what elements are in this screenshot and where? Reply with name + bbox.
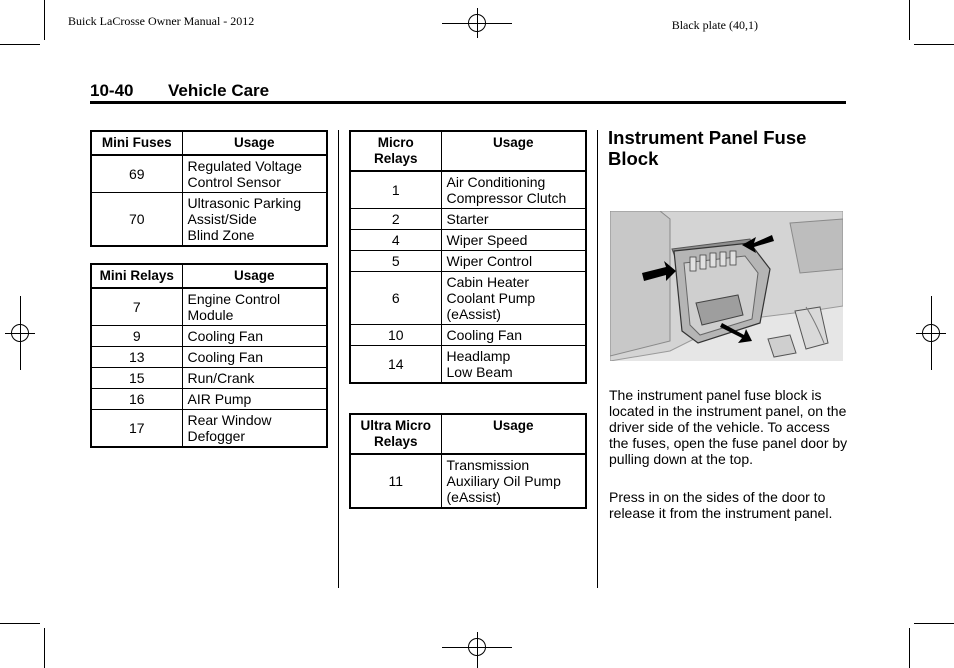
relay-usage: Cabin Heater Coolant Pump (eAssist) (441, 272, 586, 325)
table-row (350, 209, 586, 230)
crop-mark (0, 44, 40, 45)
column-header: Usage (182, 264, 327, 288)
relay-usage: Engine Control Module (182, 288, 327, 326)
table-header-row (91, 264, 327, 288)
relay-usage: Run/Crank (182, 368, 327, 389)
micro-relays-table (349, 130, 587, 384)
instructions-paragraph: The instrument panel fuse block is located in the instrument panel, on the driver side of the vehicle. To access the fuses, open the fuse panel door by pulling down at the top. (609, 387, 848, 467)
table-header-row (350, 131, 586, 171)
table-row (350, 272, 586, 325)
relay-usage: Rear Window Defogger (182, 410, 327, 448)
relay-number: 5 (350, 251, 441, 272)
crop-mark (909, 628, 910, 668)
relay-number: 15 (91, 368, 182, 389)
relay-number: 9 (91, 326, 182, 347)
table-row (350, 171, 586, 209)
relay-usage: Headlamp Low Beam (441, 346, 586, 384)
relay-number: 17 (91, 410, 182, 448)
column-header: Mini Fuses (91, 131, 182, 155)
column-header: Micro Relays (350, 131, 441, 171)
table-row (91, 389, 327, 410)
relay-usage: Wiper Speed (441, 230, 586, 251)
crop-mark (914, 623, 954, 624)
crop-mark (0, 623, 40, 624)
table-row (350, 251, 586, 272)
relay-number: 2 (350, 209, 441, 230)
section-title: Vehicle Care (168, 81, 270, 100)
crop-mark (44, 0, 45, 40)
table-row (91, 288, 327, 326)
fuse-panel-illustration (610, 211, 843, 361)
relay-usage: Cooling Fan (182, 326, 327, 347)
relay-usage: Air Conditioning Compressor Clutch (441, 171, 586, 209)
table-header-row (350, 414, 586, 454)
table-row (91, 347, 327, 368)
column-header: Usage (441, 414, 586, 454)
fuse-number: 69 (91, 155, 182, 193)
relay-number: 14 (350, 346, 441, 384)
table-row (350, 346, 586, 384)
manual-title: Buick LaCrosse Owner Manual - 2012 (68, 14, 255, 28)
crop-mark (909, 0, 910, 40)
plate-label: Black plate (40,1) (671, 18, 758, 32)
fuse-usage: Regulated Voltage Control Sensor (182, 155, 327, 193)
relay-number: 7 (91, 288, 182, 326)
table-row (350, 230, 586, 251)
fuse-usage: Ultrasonic Parking Assist/Side Blind Zone (182, 193, 327, 247)
relay-number: 13 (91, 347, 182, 368)
table-row (91, 326, 327, 347)
fuse-number: 70 (91, 193, 182, 247)
column-divider (338, 130, 339, 588)
mini-fuses-table (90, 130, 328, 247)
page-heading (90, 81, 269, 101)
registration-mark-top-icon (462, 8, 492, 38)
relay-number: 1 (350, 171, 441, 209)
table-row (91, 368, 327, 389)
table-row (91, 410, 327, 448)
relay-usage: Transmission Auxiliary Oil Pump (eAssist) (441, 454, 586, 508)
relay-number: 10 (350, 325, 441, 346)
column-header: Ultra Micro Relays (350, 414, 441, 454)
column-header: Usage (182, 131, 327, 155)
relay-number: 4 (350, 230, 441, 251)
relay-number: 16 (91, 389, 182, 410)
column-header: Mini Relays (91, 264, 182, 288)
release-paragraph: Press in on the sides of the door to release it from the instrument panel. (609, 489, 833, 521)
registration-mark-right-icon (916, 318, 946, 348)
heading-rule (90, 101, 846, 104)
relay-usage: Cooling Fan (441, 325, 586, 346)
mini-relays-table (90, 263, 328, 448)
registration-mark-left-icon (5, 318, 35, 348)
relay-usage: Wiper Control (441, 251, 586, 272)
registration-mark-bottom-icon (462, 632, 492, 662)
table-header-row (91, 131, 327, 155)
column-divider (597, 130, 598, 588)
table-row (350, 454, 586, 508)
ultra-micro-relays-table (349, 413, 587, 509)
column-header: Usage (441, 131, 586, 171)
relay-number: 6 (350, 272, 441, 325)
crop-mark (914, 44, 954, 45)
crop-mark (44, 628, 45, 668)
relay-usage: Cooling Fan (182, 347, 327, 368)
instrument-panel-title: Instrument Panel Fuse Block (608, 127, 807, 169)
relay-usage: Starter (441, 209, 586, 230)
table-row (91, 155, 327, 193)
table-row (350, 325, 586, 346)
page-number: 10-40 (90, 81, 134, 100)
relay-usage: AIR Pump (182, 389, 327, 410)
table-row (91, 193, 327, 247)
relay-number: 11 (350, 454, 441, 508)
